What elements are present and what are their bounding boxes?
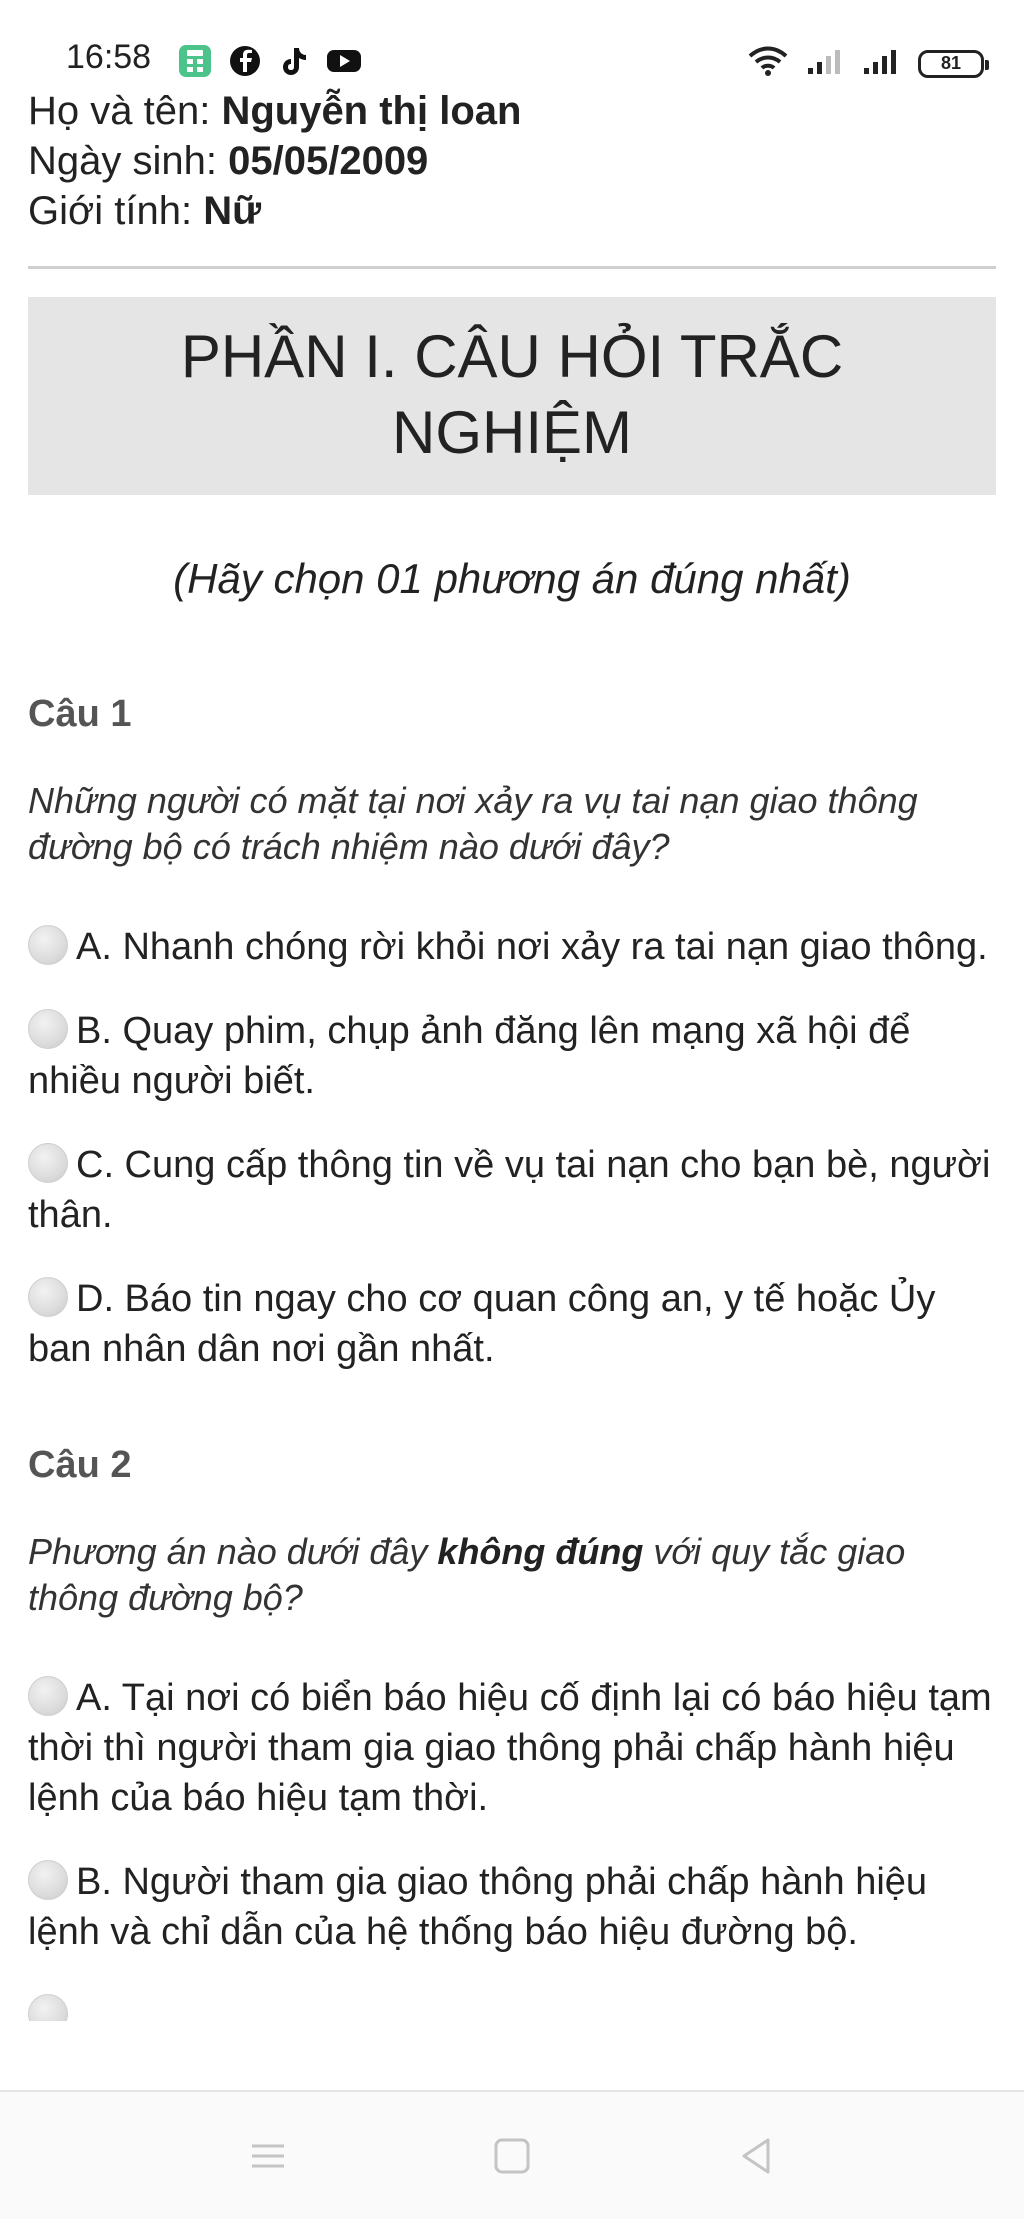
option-label: C. Cung cấp thông tin về vụ tai nạn cho bạn bè, người thân. xyxy=(28,1144,991,1236)
question-2-option-b[interactable] xyxy=(28,1857,996,1957)
student-gender-line xyxy=(28,186,996,236)
divider xyxy=(28,266,996,269)
student-dob-line xyxy=(28,136,996,186)
question-1-text: Những người có mặt tại nơi xảy ra vụ tai nạn giao thông đường bộ có trách nhiệm nào dưới đây? xyxy=(28,780,918,867)
option-label: B. Người tham gia giao thông phải chấp hành hiệu lệnh và chỉ dẫn của hệ thống báo hiệu đường bộ. xyxy=(28,1861,928,1953)
question-1-options xyxy=(28,922,996,1374)
question-2-options xyxy=(28,1673,996,2021)
wifi-icon xyxy=(746,44,790,83)
section-title-line1: PHẦN I. CÂU HỎI TRẮC xyxy=(180,323,844,390)
student-name-line xyxy=(28,86,996,136)
radio-button[interactable] xyxy=(28,1277,68,1317)
question-2-text-after: với quy tắc giao thông đường bộ? xyxy=(28,1531,906,1618)
question-2-text xyxy=(28,1529,996,1621)
student-gender-label: Giới tính: xyxy=(28,189,204,233)
student-name-label: Họ và tên: xyxy=(28,89,222,133)
battery-level: 81 xyxy=(940,53,962,73)
radio-button[interactable] xyxy=(28,1994,68,2021)
radio-button[interactable] xyxy=(28,1860,68,1900)
question-1-option-d[interactable] xyxy=(28,1274,996,1374)
option-label: A. Tại nơi có biển báo hiệu cố định lại có báo hiệu tạm thời thì người tham gia giao thông phải chấp hành hiệu lệnh của báo hiệu tạm thời. xyxy=(28,1677,992,1819)
student-name: Nguyễn thị loan xyxy=(221,89,522,133)
section-title-line2: NGHIỆM xyxy=(392,399,632,466)
question-2-option-a[interactable] xyxy=(28,1673,996,1823)
question-1-option-a[interactable] xyxy=(28,922,996,972)
section-header xyxy=(28,297,996,495)
quiz-page xyxy=(28,86,996,2055)
radio-button[interactable] xyxy=(28,1676,68,1716)
menu-icon[interactable] xyxy=(246,2134,290,2178)
battery-icon xyxy=(918,50,984,78)
question-1-option-c[interactable] xyxy=(28,1140,996,1240)
question-1-option-b[interactable] xyxy=(28,1006,996,1106)
student-gender: Nữ xyxy=(203,189,262,233)
tiktok-icon xyxy=(276,44,310,78)
radio-button[interactable] xyxy=(28,1143,68,1183)
option-label: A. Nhanh chóng rời khỏi nơi xảy ra tai nạn giao thông. xyxy=(76,926,988,968)
question-2-title: Câu 2 xyxy=(28,1444,132,1486)
navigation-bar xyxy=(0,2090,1024,2219)
signal-icon-sim1 xyxy=(806,46,846,81)
facebook-icon xyxy=(228,44,262,78)
option-label: D. Báo tin ngay cho cơ quan công an, y tế hoặc Ủy ban nhân dân nơi gần nhất. xyxy=(28,1278,936,1370)
option-label: B. Quay phim, chụp ảnh đăng lên mạng xã hội để nhiều người biết. xyxy=(28,1010,911,1102)
radio-button[interactable] xyxy=(28,925,68,965)
student-dob: 05/05/2009 xyxy=(228,139,429,183)
home-square-icon[interactable] xyxy=(490,2134,534,2178)
radio-button[interactable] xyxy=(28,1009,68,1049)
section-instruction: (Hãy chọn 01 phương án đúng nhất) xyxy=(173,555,851,602)
status-bar xyxy=(0,0,1024,86)
question-2-option-c-partial[interactable] xyxy=(28,1991,996,2021)
youtube-icon xyxy=(326,44,360,78)
question-2-text-emphasis: không đúng xyxy=(437,1531,644,1572)
question-2-text-before: Phương án nào dưới đây xyxy=(28,1531,438,1572)
status-indicators xyxy=(746,44,984,83)
back-triangle-icon[interactable] xyxy=(734,2134,778,2178)
signal-icon-sim2 xyxy=(862,46,902,81)
question-1-title: Câu 1 xyxy=(28,693,132,735)
student-dob-label: Ngày sinh: xyxy=(28,139,229,183)
calculator-icon xyxy=(178,44,212,78)
status-time: 16:58 xyxy=(66,38,152,76)
